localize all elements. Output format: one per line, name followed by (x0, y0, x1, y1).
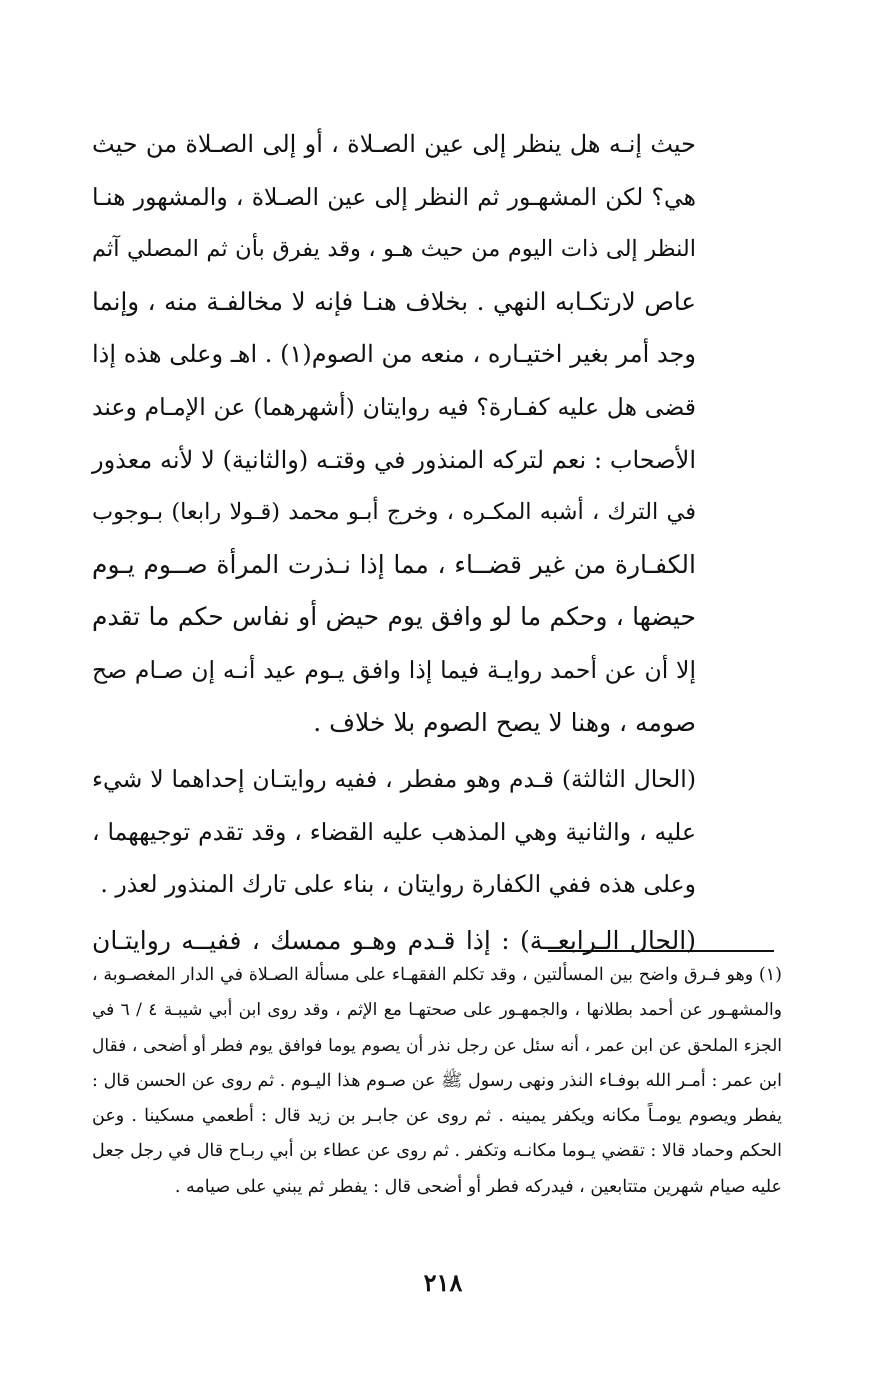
text-line: قضى هل عليه كفـارة؟ فيه روايتان (أشهرهما) عن الإمـام وعند (92, 392, 696, 421)
footnote-line: يفطر ويصوم يومـاً مكانه ويكفر يمينه . ثم روى عن جابـر بن زيد قال : أطعمي مسكينا . وعن (92, 1106, 782, 1127)
text-line: عاص لارتكـابه النهي . بخلاف هنـا فإنه لا مخالفـة منه ، وإنما (92, 286, 696, 316)
footnote-line: الجزء الملحق عن ابن عمر ، أنه سئل عن رجل نذر أن يصوم يوما فوافق يوم فطر أو أضحى ، فقال (92, 1035, 782, 1056)
text-line: النظر إلى ذات اليوم من حيث هـو ، وقد يفرق بأن ثم المصلي آثم (92, 236, 696, 263)
text-line: وجد أمر بغير اختيـاره ، منعه من الصوم(١) . اهـ وعلى هذه إذا (92, 340, 697, 369)
text-line: (الحال الثالثة) قـدم وهو مفطر ، ففيه روايتـان إحداهما لا شيء (92, 765, 696, 794)
text-line: صومه ، وهنا لا يصح الصوم بلا خلاف . (313, 707, 696, 737)
text-line: إلا أن عن أحمد روايـة فيما إذا وافق يـوم عيد أنـه إن صـام صح (92, 655, 696, 684)
main-text (92, 118, 696, 968)
text-line: حيضها ، وحكم ما لو وافق يوم حيض أو نفاس حكم ما تقدم (92, 602, 696, 632)
text-line: الأصحاب : نعم لترکه المنذور في وقتـه (والثانية) لا لأنه معذور (92, 445, 697, 474)
footnote-line: (١) وهو فـرق واضح بين المسألتين ، وقد تكلم الفقهـاء على مسألة الصـلاة في الدار المغصـوبة ، (92, 965, 782, 985)
text-line: هي؟ لكن المشهـور ثم النظر إلى عين الصـلاة ، والمشهور هنـا (92, 182, 696, 211)
footnotes (92, 958, 782, 1205)
footnote-line: الحكم وحماد قالا : تقضي يـوما مكانـه وتكفر . ثم روى عن عطاء بن أبي ربـاح قال في رجل جعل (92, 1141, 782, 1162)
text-line: وعلى هذه ففي الكفارة روايتان ، بناء على تارك المنذور لعذر . (100, 870, 696, 899)
page-number: ٢١٨ (423, 1268, 463, 1297)
footnote-line: ابن عمر : أمـر الله بوفـاء النذر ونهى رسول ﷺ عن صـوم هذا اليـوم . ثم روى عن الحسن قال : (92, 1070, 782, 1091)
paragraph-1 (92, 118, 696, 749)
footnote-line: عليه صيام شهرين متتابعين ، فيدركه فطر أو أضحى قال : يفطر ثم يبني على صيامه . (174, 1176, 782, 1197)
text-line: حيث إنـه هل ينظر إلى عين الصـلاة ، أو إلى الصـلاة من حيث (92, 130, 696, 158)
text-line: في الترك ، أشبه المكـره ، وخرج أبـو محمد (قـولا رابعا) بـوجوب (92, 499, 696, 526)
text-line: (الحال الـرابعــة) : إذا قـدم وهـو ممسك ، ففيــه روايتـان (92, 925, 696, 955)
footnote-line: والمشهـور عن أحمد بطلانها ، والجمهـور على صحتهـا مع الإثم ، وقد روى ابن أبي شيبـة ٤ / ٦ في (92, 1000, 782, 1021)
text-line: عليه ، والثانية وهي المذهب عليه القضاء ، وقد تقدم توجيههما ، (92, 817, 696, 846)
text-line: الكفـارة من غير قضــاء ، مما إذا نـذرت المرأة صــوم يـوم (92, 549, 696, 579)
footnote-separator (548, 950, 774, 952)
paragraph-2 (92, 753, 696, 911)
